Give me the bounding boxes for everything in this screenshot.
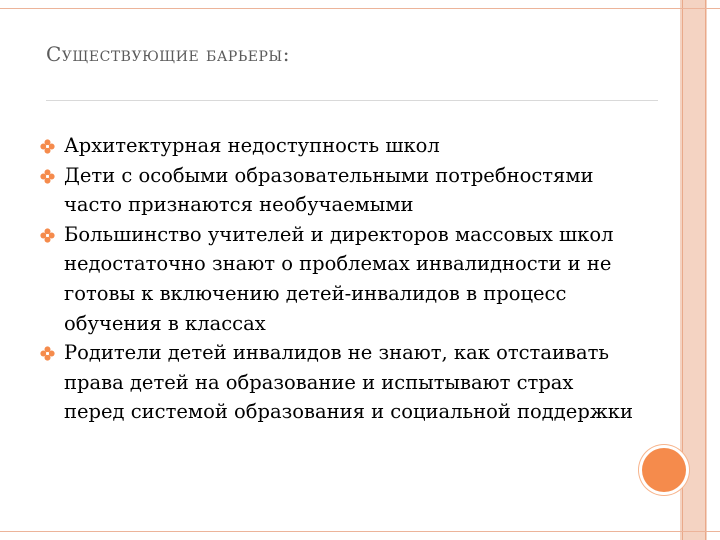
bullet-item (40, 220, 640, 338)
bullet-item (40, 161, 640, 220)
bullet-text: Родители детей инвалидов не знают, как отстаивать права детей на образование и испытывают страх перед системой образования и социальной поддержки (64, 341, 633, 424)
decorative-orange-circle (642, 448, 686, 492)
flower-icon (40, 346, 55, 361)
slide-title: Существующие барьеры: (46, 42, 290, 66)
flower-icon (40, 139, 55, 154)
flower-icon (40, 169, 55, 184)
decorative-frame-bottom (0, 531, 720, 532)
decorative-line (705, 0, 706, 540)
bullet-item (40, 131, 640, 161)
bullet-text: Дети с особыми образовательными потребностями часто признаются необучаемыми (64, 163, 594, 217)
decorative-frame-top (0, 8, 720, 9)
bullet-text: Архитектурная недоступность школ (64, 134, 440, 157)
title-divider (46, 100, 658, 101)
bullet-item (40, 338, 640, 427)
flower-icon (40, 228, 55, 243)
bullet-list (40, 131, 640, 427)
bullet-text: Большинство учителей и директоров массовых школ недостаточно знают о проблемах инвалидности и не готовы к включению детей-инвалидов в процесс обучения в классах (64, 222, 614, 335)
decorative-side-band (680, 0, 707, 540)
